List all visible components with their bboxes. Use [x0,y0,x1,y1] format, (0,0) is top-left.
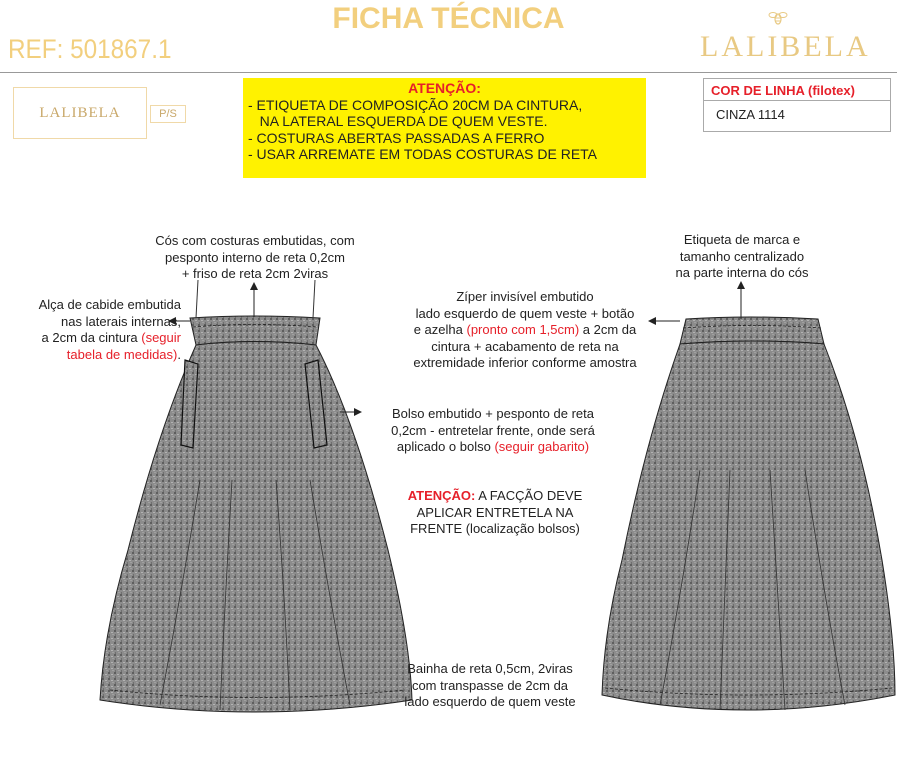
label-brand-text: LALIBELA [39,105,121,121]
size-tag: P/S [150,105,186,123]
note-line: Etiqueta de marca e [683,232,801,247]
note-line: + friso de reta 2cm 2viras [181,266,329,281]
note-line: . [177,346,181,362]
brand-logo: LALIBELA [700,30,871,63]
note-line: Bolso embutido + pesponto de reta [391,406,594,421]
note-line: cintura + acabamento de reta na [431,338,619,354]
note-highlight: (seguir gabarito) [494,439,590,454]
brand-label-note [650,232,834,282]
note-highlight: (seguir [141,330,181,345]
note-line: Alça de cabide embutida [38,297,181,312]
note-line: e azelha [413,322,467,337]
note-line: pesponto interno de reta 0,2cm [165,249,345,265]
note-highlight: ATENÇÃO: [407,488,476,503]
thread-color-header: COR DE LINHA (filotex) [704,79,890,101]
note-line: com transpasse de 2cm da [411,677,569,693]
note-highlight: tabela de medidas) [66,346,178,362]
note-line: na parte interna do cós [675,265,809,280]
note-line: 0,2cm - entretelar frente, onde será [391,422,595,438]
warning-title: ATENÇÃO: [408,80,481,96]
note-line: nas laterais internas, [61,313,181,329]
note-line: lado esquerdo de quem veste [404,694,576,709]
note-line: tamanho centralizado [679,248,805,264]
faccao-note [375,488,615,538]
reference-code: REF: 501867.1 [8,34,172,64]
warning-line: - COSTURAS ABERTAS PASSADAS A FERRO [248,129,545,146]
note-line: (localização bolsos) [462,521,580,536]
back-skirt [602,317,895,710]
page-title: FICHA TÉCNICA [332,2,565,35]
note-line: APLICAR ENTRETELA NA [416,504,574,520]
note-line: A FACÇÃO DEVE [475,488,583,503]
note-line: a 2cm da [579,322,637,337]
hem-note [380,661,600,711]
pocket-note [362,406,624,456]
warning-line: - USAR ARREMATE EM TODAS COSTURAS DE RETA [248,146,598,162]
note-line: FRENTE [410,521,463,536]
note-line: aplicado o bolso [396,439,495,454]
warning-line: NA LATERAL ESQUERDA DE QUEM VESTE. [248,113,548,129]
note-line: Zíper invisível embutido [456,289,594,304]
note-highlight: (pronto com 1,5cm) [466,322,580,337]
note-line: Cós com costuras embutidas, com [155,233,355,248]
warning-line: - ETIQUETA DE COMPOSIÇÃO 20CM DA CINTURA, [248,96,583,113]
waistband-note [120,233,390,283]
note-line: lado esquerdo de quem veste + botão [415,305,635,321]
zipper-note [380,289,670,372]
note-line: extremidade inferior conforme amostra [413,355,637,370]
thread-color-value: CINZA 1114 [716,107,785,122]
note-line: Bainha de reta 0,5cm, 2viras [407,661,573,676]
hanger-note [11,297,181,363]
note-line: a 2cm da cintura [41,330,142,345]
